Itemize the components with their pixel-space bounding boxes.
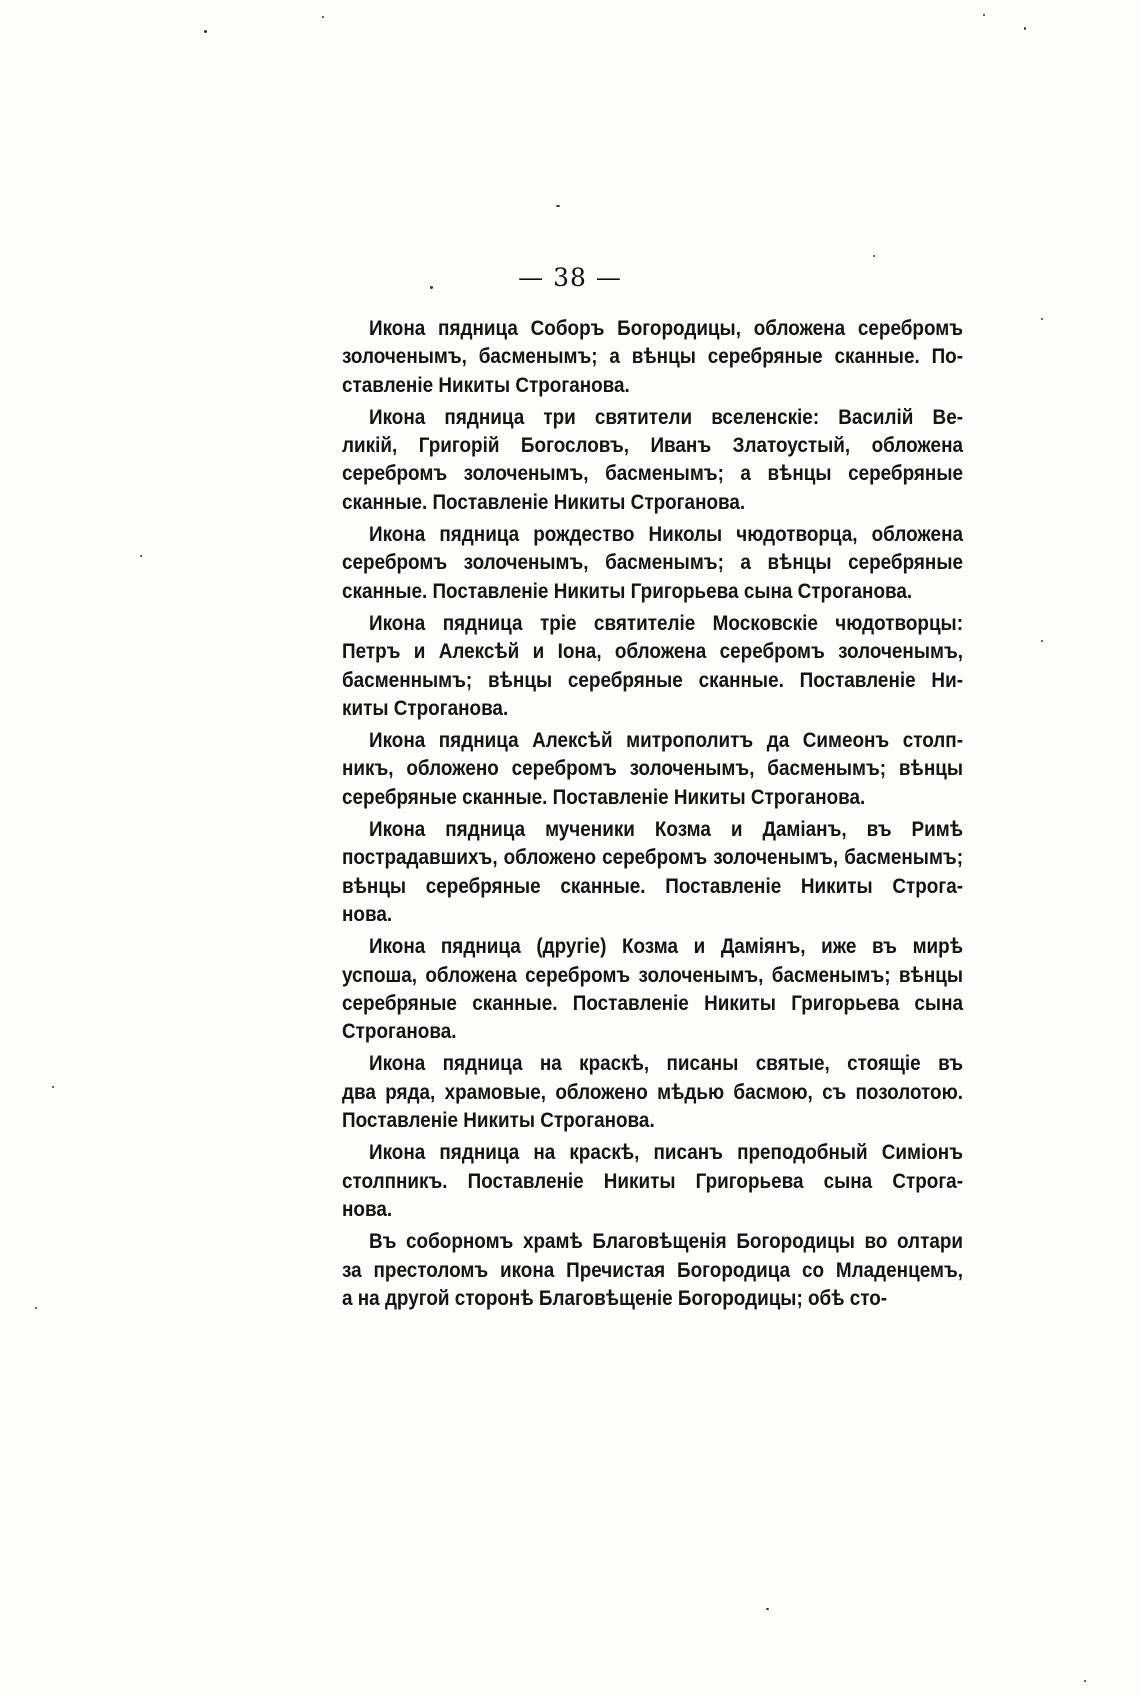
text-line: золоченымъ, басменымъ; а вѣнцы серебряные сканные. По- [342, 345, 963, 369]
scan-speck [140, 555, 142, 557]
scan-speck [556, 205, 560, 207]
paragraph [342, 521, 963, 606]
text-line: Икона пядница на краскѣ, писаны святые, стоящіе въ [369, 1052, 963, 1076]
text-line: киты Строганова. [342, 696, 509, 720]
scan-speck [1041, 640, 1043, 642]
text-line: ликій, Григорій Богословъ, Иванъ Златоустый, обложена [342, 434, 963, 458]
text-line: нова. [342, 1197, 393, 1221]
paragraph [342, 1139, 963, 1224]
paragraph [342, 315, 963, 400]
scan-speck [1084, 1680, 1086, 1682]
text-line: серебромъ золоченымъ, басменымъ; а вѣнцы серебряные [342, 551, 963, 575]
scan-speck [35, 1307, 37, 1309]
scan-speck [983, 14, 985, 16]
text-line: Въ соборномъ храмѣ Благовѣщенія Богородицы во олтари [369, 1230, 963, 1254]
paragraph [342, 1228, 963, 1313]
text-line: успоша, обложена серебромъ золоченымъ, басменымъ; вѣнцы [342, 963, 963, 987]
scan-speck [1024, 27, 1026, 30]
text-line: Строганова. [342, 1020, 457, 1044]
paragraph [342, 816, 963, 929]
page-number: — 38 — [518, 263, 622, 292]
paragraph [342, 727, 963, 812]
text-line: а на другой сторонѣ Благовѣщеніе Богородицы; обѣ сто- [342, 1286, 888, 1310]
text-line: Икона пядница три святители вселенскіе: Василій Ве- [369, 405, 963, 429]
text-line: ставленіе Никиты Строганова. [342, 373, 630, 397]
text-line: серебромъ золоченымъ, басменымъ; а вѣнцы серебряные [342, 462, 963, 486]
text-line: Петръ и Алексѣй и Іона, обложена серебромъ золоченымъ, [342, 640, 963, 664]
text-line: за престоломъ икона Пречистая Богородица со Младенцемъ, [342, 1258, 963, 1282]
text-line: сканные. Поставленіе Никиты Григорьева сына Строганова. [342, 579, 913, 603]
text-line: серебряные сканные. Поставленіе Никиты Строганова. [342, 785, 866, 809]
paragraph [342, 404, 963, 517]
text-line: сканные. Поставленіе Никиты Строганова. [342, 490, 746, 514]
paragraph [342, 1050, 963, 1135]
scan-speck [52, 1086, 54, 1088]
text-line: вѣнцы серебряные сканные. Поставленіе Никиты Строга- [342, 874, 963, 898]
text-line: Икона пядница Алексѣй митрополитъ да Симеонъ столп- [369, 729, 963, 753]
text-line: Икона пядница мученики Козма и Даміанъ, въ Римѣ [369, 818, 963, 842]
text-line: нова. [342, 902, 393, 926]
text-line: никъ, обложено серебромъ золоченымъ, басменымъ; вѣнцы [342, 757, 963, 781]
text-line: Поставленіе Никиты Строганова. [342, 1109, 655, 1133]
scan-speck [204, 30, 207, 33]
scan-speck [873, 255, 875, 257]
scan-speck [322, 16, 324, 18]
paragraph [342, 933, 963, 1046]
text-line: два ряда, храмовые, обложено мѣдью басмою, съ позолотою. [342, 1080, 963, 1104]
text-line: Икона пядница (другіе) Козма и Даміянъ, иже въ мирѣ [369, 935, 963, 959]
scan-speck [1041, 318, 1043, 320]
paragraph [342, 610, 963, 723]
text-line: Икона пядница Соборъ Богородицы, обложена серебромъ [369, 317, 963, 340]
text-line: пострадавшихъ, обложено серебромъ золоченымъ, басменымъ; [342, 846, 963, 870]
text-line: Икона пядница тріе святителіе Московскіе чюдотворцы: [369, 611, 963, 635]
text-line: столпникъ. Поставленіе Никиты Григорьева сына Строга- [342, 1169, 963, 1193]
body-text [342, 315, 963, 1317]
text-line: басменнымъ; вѣнцы серебряные сканные. Поставленіе Ни- [342, 668, 963, 692]
text-line: Икона пядница рождество Николы чюдотворца, обложена [369, 523, 963, 547]
text-line: Икона пядница на краскѣ, писанъ преподобный Симіонъ [369, 1141, 963, 1165]
text-line: серебряные сканные. Поставленіе Никиты Григорьева сына [342, 991, 963, 1015]
scan-speck [766, 1608, 769, 1610]
